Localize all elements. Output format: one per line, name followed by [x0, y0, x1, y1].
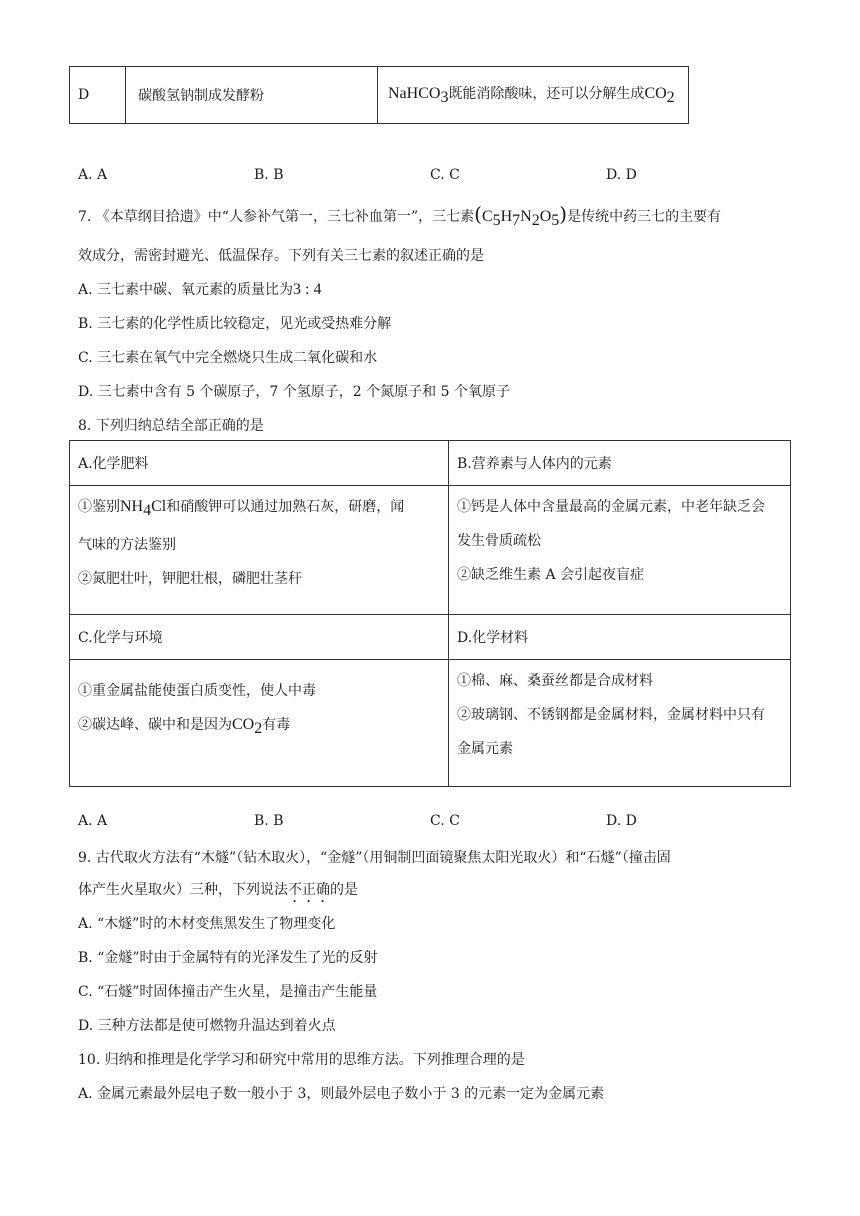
option-c[interactable]: C. C — [430, 167, 460, 183]
q10-option-a[interactable]: A. 金属元素最外层电子数一般小于 3，则最外层电子数小于 3 的元素一定为金属元素 — [78, 1086, 605, 1102]
cell-d-heading: D.化学材料 — [449, 615, 791, 660]
q7-stem-line2: 效成分，需密封避光、低温保存。下列有关三七素的叙述正确的是 — [78, 248, 484, 264]
q8-stem: 8. 下列归纳总结全部正确的是 — [78, 418, 264, 434]
q9-stem-line2: 体产生火星取火）三种，下列说法不正确的是 — [78, 882, 358, 898]
q7-stem-line1: 7. 《本草纲目拾遗》中“人参补气第一，三七补血第一”，三七素$(C_5H_7N_2O_5)$是传统中药三七的主要有 — [78, 202, 722, 229]
row-letter: D — [70, 67, 126, 124]
q7-option-a[interactable]: A. 三七素中碳、氧元素的质量比为3 : 4 — [78, 281, 322, 298]
q7-option-d[interactable]: D. 三七素中含有 5 个碳原子，7 个氢原子，2 个氮原子和 5 个氧原子 — [78, 384, 510, 400]
q9-option-d[interactable]: D. 三种方法都是使可燃物升温达到着火点 — [78, 1018, 336, 1034]
q9-option-a[interactable]: A. “木燧”时的木材变焦黑发生了物理变化 — [78, 916, 336, 932]
row-substance-use: 碳酸氢钠制成发酵粉 — [126, 67, 378, 124]
cell-c-content: ①重金属盐能使蛋白质变性，使人中毒 ②碳达峰、碳中和是因为$CO_2$有毒 — [70, 660, 449, 787]
q8-summary-table — [69, 440, 791, 787]
cell-d-content: ①棉、麻、桑蚕丝都是合成材料 ②玻璃钢、不锈钢都是金属材料，金属材料中只有 金属元素 — [449, 660, 791, 787]
cell-b-content: ①钙是人体中含量最高的金属元素，中老年缺乏会 发生骨质疏松 ②缺乏维生素 A 会引起夜盲症 — [449, 486, 791, 615]
cell-b-heading: B.营养素与人体内的元素 — [449, 441, 791, 486]
q10-stem: 10. 归纳和推理是化学学习和研究中常用的思维方法。下列推理合理的是 — [78, 1052, 525, 1068]
option-c[interactable]: C. C — [430, 813, 460, 829]
option-a[interactable]: A. A — [78, 167, 108, 183]
option-a[interactable]: A. A — [78, 813, 108, 829]
emphasis-not-correct: 不正确 — [288, 882, 330, 898]
row-explanation: NaHCO$_3$既能消除酸味，还可以分解生成$CO_2$ — [388, 85, 675, 106]
option-d[interactable]: D. D — [606, 813, 637, 829]
q9-stem-line1: 9. 古代取火方法有“木燧”（钻木取火），“金燧”（用铜制凹面镜聚焦太阳光取火）和“石燧”（撞击固 — [78, 850, 671, 866]
q7-option-c[interactable]: C. 三七素在氧气中完全燃烧只生成二氧化碳和水 — [78, 350, 378, 366]
option-table-row-d — [69, 66, 689, 124]
cell-a-heading: A.化学肥料 — [70, 441, 449, 486]
q9-option-b[interactable]: B. “金燧”时由于金属特有的光泽发生了光的反射 — [78, 950, 378, 966]
option-b[interactable]: B. B — [254, 813, 284, 829]
option-d[interactable]: D. D — [606, 167, 637, 183]
cell-c-heading: C.化学与环境 — [70, 615, 449, 660]
option-b[interactable]: B. B — [254, 167, 284, 183]
q7-option-b[interactable]: B. 三七素的化学性质比较稳定，见光或受热难分解 — [78, 316, 392, 332]
q9-option-c[interactable]: C. “石燧”时固体撞击产生火星，是撞击产生能量 — [78, 984, 378, 1000]
cell-a-content: ①鉴别$NH_4Cl$和硝酸钾可以通过加熟石灰，研磨，闻 气味的方法鉴别 ②氮肥壮叶，钾肥壮根，磷肥壮茎秆 — [70, 486, 449, 615]
